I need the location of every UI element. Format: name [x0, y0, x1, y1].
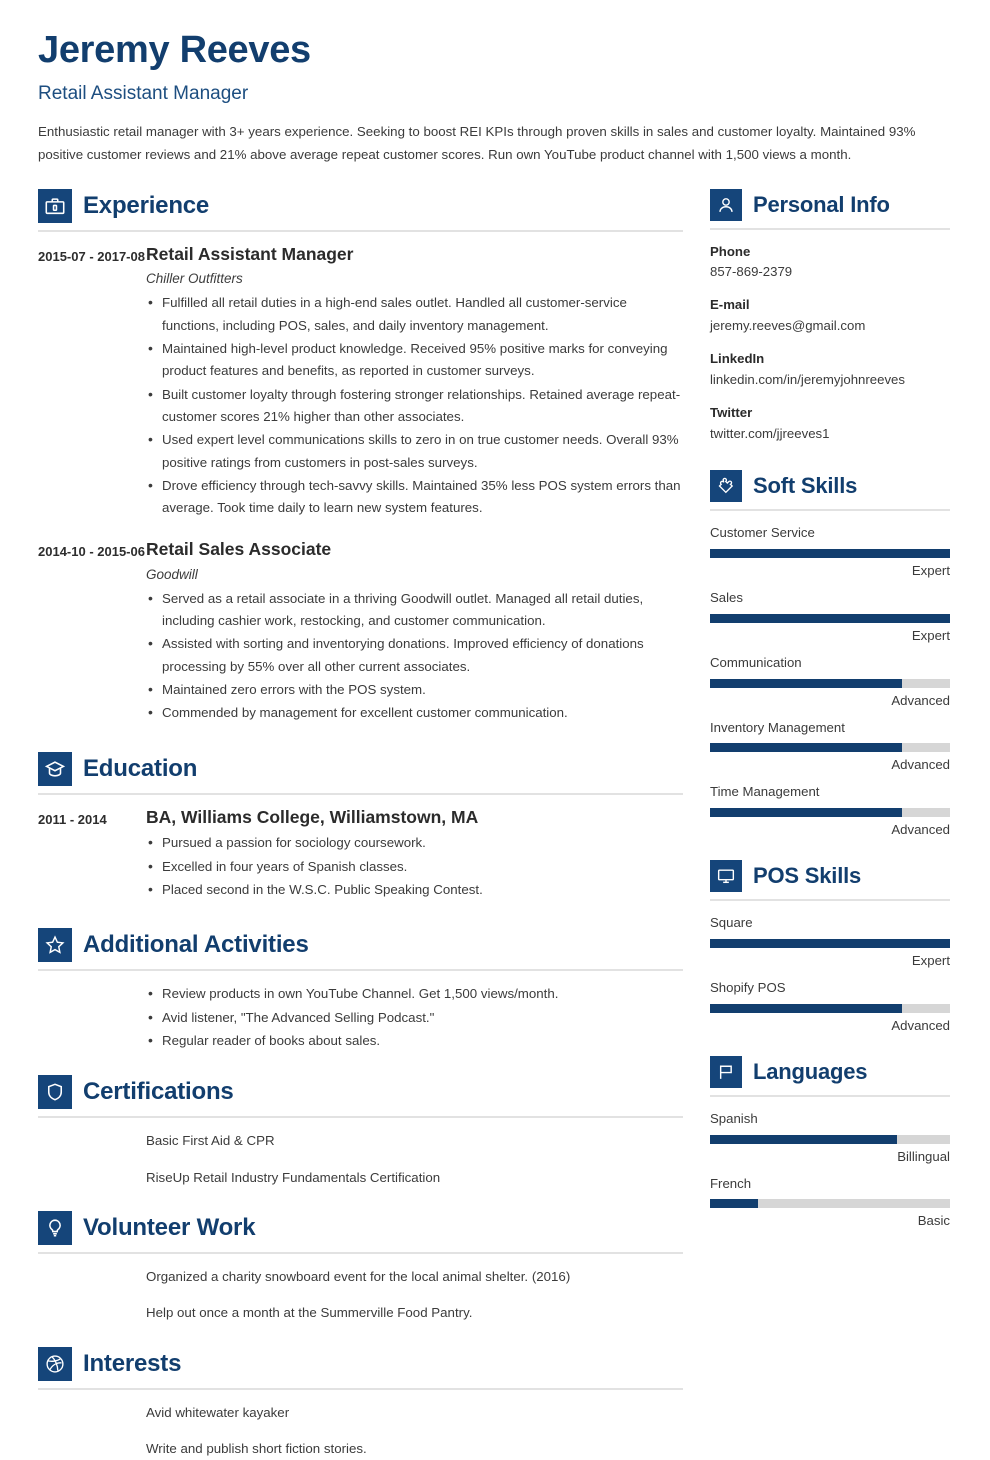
skill-level: Expert [911, 562, 950, 578]
skill-bar-track [710, 549, 950, 558]
entry-body [146, 244, 683, 521]
list-item: Organized a charity snowboard event for the local animal shelter. (2016) [146, 1269, 571, 1285]
experience-entry [38, 244, 683, 521]
entry-org: Goodwill [146, 566, 198, 582]
info-value-linkedin[interactable]: linkedin.com/in/jeremyjohnreeves [710, 371, 905, 387]
section-heading-education [38, 752, 683, 786]
bullet-item: • Assisted with sorting and inventorying donations. Improved efficiency of donations processing by 55% over all other current associates. [146, 633, 683, 678]
skill-level: Expert [911, 627, 950, 643]
activities-list [38, 983, 683, 1052]
skill-bar-fill [710, 549, 950, 558]
section-heading-pos-skills [710, 860, 950, 892]
list-item: Avid whitewater kayaker [146, 1404, 290, 1420]
bullet-item: • Avid listener, "The Advanced Selling Podcast." [146, 1007, 683, 1029]
entry-role: Retail Assistant Manager [146, 243, 354, 264]
section-heading-interests [38, 1347, 683, 1381]
bullet-item: • Maintained high-level product knowledge. Received 95% positive marks for conveying product features and benefits, as reported in customer surveys. [146, 338, 683, 383]
skill-bar-fill [710, 743, 902, 752]
section-heading-languages [710, 1056, 950, 1088]
entry-bullets [146, 292, 683, 519]
info-label: E-mail [710, 297, 750, 313]
skill-bar-fill [710, 1004, 902, 1013]
bullet-item: • Placed second in the W.S.C. Public Speaking Contest. [146, 879, 683, 901]
entry-date: 2011 - 2014 [38, 811, 107, 827]
list-item: Help out once a month at the Summerville Food Pantry. [146, 1305, 473, 1321]
info-group-twitter [710, 403, 950, 444]
list-item: Basic First Aid & CPR [146, 1133, 275, 1149]
skill-row [710, 588, 950, 643]
section-divider [38, 230, 683, 232]
section-divider [38, 1116, 683, 1118]
info-value-email[interactable]: jeremy.reeves@gmail.com [710, 317, 866, 333]
section-divider [710, 228, 950, 230]
entry-bullets [146, 588, 683, 725]
section-divider [38, 1252, 683, 1254]
skill-bar-track [710, 1199, 950, 1208]
skill-bar-track [710, 939, 950, 948]
entry-date: 2014-10 - 2015-06 [38, 543, 145, 559]
bullet-item: • Used expert level communications skills to zero in on true customer needs. Overall 93% positive ratings from customers in post-sales surveys. [146, 429, 683, 474]
section-divider [710, 509, 950, 511]
section-title: Languages [753, 1058, 868, 1084]
section-divider [38, 793, 683, 795]
bullet-item: • Maintained zero errors with the POS system. [146, 679, 683, 701]
skill-name: Shopify POS [710, 979, 786, 995]
bullet-item: • Review products in own YouTube Channel. Get 1,500 views/month. [146, 983, 683, 1005]
left-column [38, 189, 683, 1460]
resume-header [38, 30, 950, 167]
skill-level: Advanced [891, 692, 950, 708]
section-interests [38, 1347, 683, 1460]
skill-level: Advanced [891, 757, 950, 773]
skill-row [710, 1174, 950, 1229]
section-divider [38, 969, 683, 971]
skill-level: Billingual [897, 1148, 950, 1164]
section-title: Volunteer Work [83, 1214, 256, 1242]
skill-bar-track [710, 614, 950, 623]
skill-bar-track [710, 808, 950, 817]
skill-bar-track [710, 1004, 950, 1013]
section-divider [710, 1095, 950, 1097]
skill-level: Advanced [891, 1017, 950, 1033]
info-group-linkedin [710, 349, 950, 390]
skill-name: Spanish [710, 1110, 758, 1126]
section-pos-skills [710, 860, 950, 1033]
skill-row [710, 523, 950, 578]
resume-body [38, 189, 950, 1460]
skill-row [710, 1109, 950, 1164]
info-group-phone [710, 242, 950, 283]
skill-name: French [710, 1175, 752, 1191]
flag-icon [710, 1056, 742, 1088]
info-label: Twitter [710, 405, 753, 421]
section-divider [710, 899, 950, 901]
skill-name: Inventory Management [710, 719, 845, 735]
skill-bar-track [710, 679, 950, 688]
skill-row [710, 653, 950, 708]
section-additional-activities [38, 928, 683, 1052]
section-heading-personal-info [710, 189, 950, 221]
info-value-phone: 857-869-2379 [710, 263, 793, 279]
section-heading-experience [38, 189, 683, 223]
section-heading-volunteer-work [38, 1211, 683, 1245]
shield-icon [38, 1075, 72, 1109]
skill-level: Expert [911, 952, 950, 968]
right-sidebar [710, 189, 950, 1239]
section-title: POS Skills [753, 863, 862, 889]
entry-role: Retail Sales Associate [146, 538, 332, 559]
skill-row [710, 782, 950, 837]
bullet-item: • Regular reader of books about sales. [146, 1030, 683, 1052]
skill-bar-fill [710, 939, 950, 948]
skill-name: Time Management [710, 784, 820, 800]
section-soft-skills [710, 470, 950, 837]
skill-row [710, 913, 950, 968]
puzzle-piece-icon [710, 470, 742, 502]
briefcase-icon [38, 189, 72, 223]
section-certifications [38, 1075, 683, 1189]
section-title: Personal Info [753, 191, 890, 217]
header-job-title: Retail Assistant Manager [38, 82, 249, 104]
section-heading-soft-skills [710, 470, 950, 502]
entry-bullets [146, 832, 683, 901]
skill-bar-fill [710, 808, 902, 817]
info-label: LinkedIn [710, 351, 765, 367]
list-item: RiseUp Retail Industry Fundamentals Certification [146, 1169, 441, 1185]
section-divider [38, 1388, 683, 1390]
section-experience [38, 189, 683, 726]
skill-bar-track [710, 1135, 950, 1144]
header-summary: Enthusiastic retail manager with 3+ years experience. Seeking to boost REI KPIs through proven skills in sales and customer loyalty. Maintained 93% positive customer reviews and 21% above average repeat customer scores. Run own YouTube product channel with 1,500 views a month. [38, 123, 916, 162]
skill-name: Square [710, 915, 753, 931]
section-title: Soft Skills [753, 473, 858, 499]
bullet-item: • Built customer loyalty through fostering stronger relationships. Retained average repeat-customer scores 21% higher than other associates. [146, 384, 683, 429]
section-heading-certifications [38, 1075, 683, 1109]
entry-date: 2015-07 - 2017-08 [38, 248, 145, 264]
skill-bar-fill [710, 679, 902, 688]
entry-body [146, 539, 683, 726]
bullet-item: • Fulfilled all retail duties in a high-end sales outlet. Handled all customer-service functions, including POS, sales, and daily inventory management. [146, 292, 683, 337]
star-icon [38, 928, 72, 962]
section-languages [710, 1056, 950, 1229]
volunteer-list [38, 1266, 683, 1325]
section-volunteer-work [38, 1211, 683, 1325]
bullet-item: • Excelled in four years of Spanish classes. [146, 856, 683, 878]
skill-bar-fill [710, 1135, 897, 1144]
skill-name: Sales [710, 589, 743, 605]
graduation-cap-icon [38, 752, 72, 786]
list-item: Write and publish short fiction stories. [146, 1441, 367, 1456]
skill-name: Communication [710, 654, 802, 670]
entry-degree: BA, Williams College, Williamstown, MA [146, 806, 479, 827]
page-title: Jeremy Reeves [38, 29, 311, 71]
section-title: Additional Activities [83, 931, 309, 959]
skill-bar-fill [710, 614, 950, 623]
entry-body [146, 807, 683, 903]
skill-row [710, 718, 950, 773]
skill-level: Basic [917, 1213, 950, 1229]
skill-level: Advanced [891, 822, 950, 838]
section-personal-info [710, 189, 950, 445]
info-group-email [710, 295, 950, 336]
monitor-icon [710, 860, 742, 892]
entry-org: Chiller Outfitters [146, 271, 243, 287]
section-heading-additional-activities [38, 928, 683, 962]
section-title: Experience [83, 191, 210, 219]
bullet-item: • Commended by management for excellent customer communication. [146, 702, 683, 724]
person-icon [710, 189, 742, 221]
bullet-item: • Served as a retail associate in a thriving Goodwill outlet. Managed all retail duties, including cashier work, restocking, and customer communication. [146, 588, 683, 633]
entry-bullets [146, 983, 683, 1052]
info-label: Phone [710, 243, 751, 259]
section-title: Certifications [83, 1078, 234, 1106]
section-title: Interests [83, 1349, 182, 1377]
section-education [38, 752, 683, 903]
interests-list [38, 1402, 683, 1460]
dribbble-ball-icon [38, 1347, 72, 1381]
bullet-item: • Drove efficiency through tech-savvy skills. Maintained 35% less POS system errors than average. Took time daily to learn new system features. [146, 475, 683, 520]
skill-row [710, 978, 950, 1033]
skill-bar-track [710, 743, 950, 752]
skill-bar-fill [710, 1199, 758, 1208]
education-entry [38, 807, 683, 903]
bullet-item: • Pursued a passion for sociology coursework. [146, 832, 683, 854]
lightbulb-icon [38, 1211, 72, 1245]
certifications-list [38, 1130, 683, 1189]
info-value-twitter[interactable]: twitter.com/jjreeves1 [710, 425, 830, 441]
experience-entry [38, 539, 683, 726]
section-title: Education [83, 754, 198, 782]
skill-name: Customer Service [710, 525, 815, 541]
